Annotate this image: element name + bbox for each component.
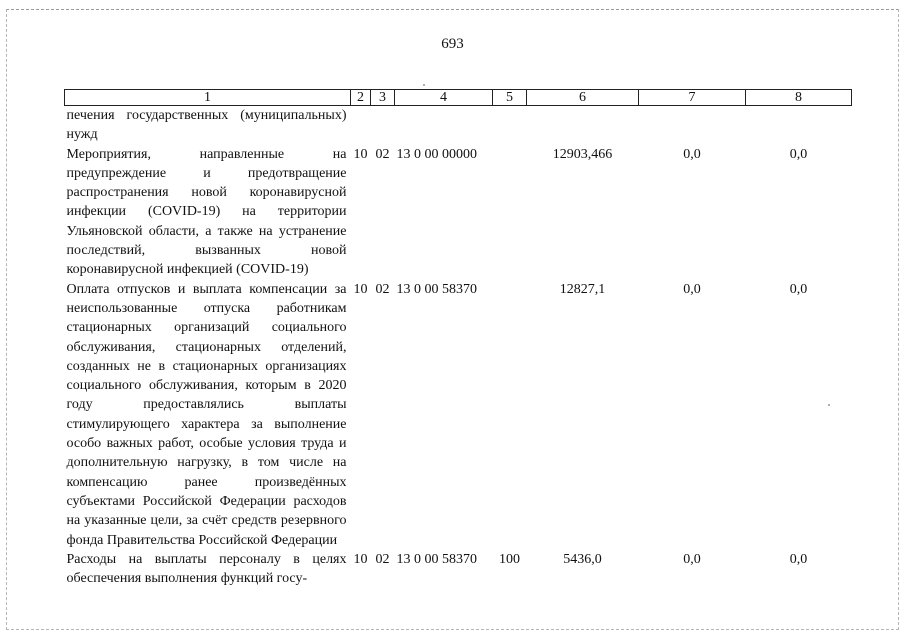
- row-value-7: 0,0: [683, 551, 701, 567]
- row-rz: 10: [353, 146, 368, 162]
- row-pr: 02: [375, 281, 390, 297]
- row-value-8: 0,0: [789, 281, 808, 297]
- table-header-row: [65, 90, 852, 106]
- row-csr: [395, 106, 493, 145]
- scan-border-right: [898, 9, 899, 630]
- column-header: 1: [65, 90, 351, 106]
- row-pr: 02: [375, 551, 390, 567]
- table-row: [65, 550, 852, 589]
- row-description: Оплата отпусков и выплата компенсации за неиспользованные отпуска работникам стационарных организаций социального обслуживания, стационарных отделений, созданных не в стационарных организациях социального обслуживания, которым в 2020 году предоставлялись выплаты стимулирующего характера за выполнение особо важных работ, особые условия труда и дополнительную нагрузку, в том числе на компенсацию ранее произведённых субъектами Российской Федерации расходов на указанные цели, за счёт средств резервного фонда Правительства Российской Федерации: [66, 281, 347, 548]
- row-description: печения государственных (муниципальных) нужд: [66, 108, 347, 143]
- column-header: 3: [371, 90, 395, 106]
- row-rz: [351, 106, 371, 145]
- column-header: 2: [351, 90, 371, 106]
- row-description: Мероприятия, направленные на предупреждение и предотвращение распространения новой коронавирусной инфекции (COVID-19) на территории Ульяновской области, а также на устранение последствий, вызванных новой коронавирусной инфекцией (COVID-19): [66, 146, 347, 278]
- page-number: 693: [441, 36, 464, 52]
- table-row: [65, 280, 852, 550]
- row-vr: [493, 106, 527, 145]
- budget-table: [64, 89, 852, 588]
- column-header: 6: [527, 90, 639, 106]
- row-value-7: 0,0: [683, 281, 701, 297]
- row-value-8: 0,0: [789, 551, 808, 567]
- row-rz: 10: [353, 551, 368, 567]
- row-value-6: 5436,0: [563, 551, 602, 567]
- row-value-8: 0,0: [789, 146, 808, 162]
- row-value-6: [527, 106, 639, 145]
- row-value-7: [639, 106, 746, 145]
- row-pr: 02: [375, 146, 390, 162]
- row-value-6: 12827,1: [559, 281, 606, 297]
- row-csr: 13 0 00 58370: [396, 551, 477, 567]
- scan-border-top: [6, 9, 899, 10]
- scan-border-bottom: [6, 629, 899, 630]
- column-header: 4: [395, 90, 493, 106]
- row-value-7: 0,0: [683, 146, 701, 162]
- column-header: 7: [639, 90, 746, 106]
- table-row: [65, 145, 852, 280]
- row-csr: 13 0 00 00000: [396, 146, 477, 162]
- row-pr: [371, 106, 395, 145]
- row-value-8: [746, 106, 852, 145]
- scan-border-left: [6, 9, 7, 630]
- row-rz: 10: [353, 281, 368, 297]
- row-description: Расходы на выплаты персоналу в целях обеспечения выполнения функций госу-: [66, 551, 347, 587]
- row-value-6: 12903,466: [552, 146, 613, 162]
- row-vr: [493, 145, 527, 280]
- scan-speck: [423, 84, 425, 86]
- row-vr: [493, 280, 527, 550]
- row-csr: 13 0 00 58370: [396, 281, 477, 297]
- column-header: 5: [493, 90, 527, 106]
- column-header: 8: [746, 90, 852, 106]
- row-vr: 100: [499, 551, 520, 567]
- table-row: [65, 106, 852, 145]
